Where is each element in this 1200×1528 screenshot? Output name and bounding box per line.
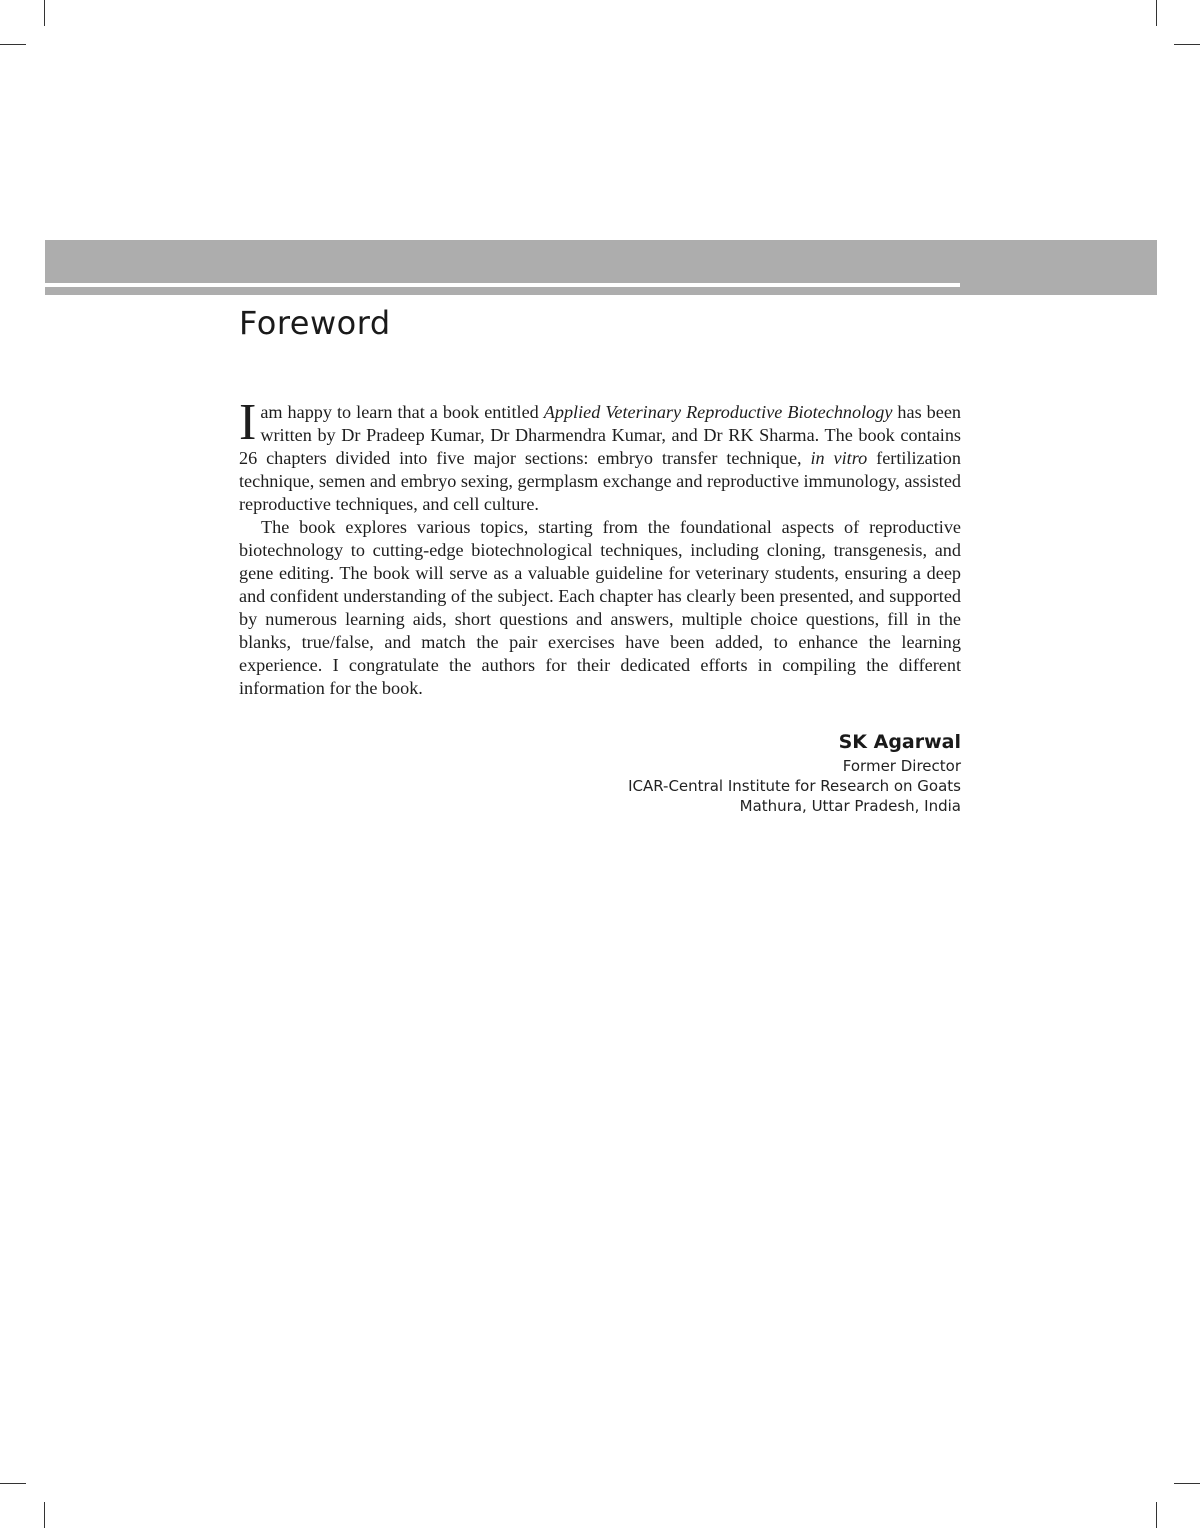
crop-mark-bottom-left-horizontal [0,1483,26,1484]
page-title: Foreword [239,304,391,342]
in-vitro-term: in vitro [810,448,868,468]
header-rule [45,283,960,287]
signature-block [500,728,961,816]
crop-mark-bottom-right-horizontal [1174,1483,1200,1484]
crop-mark-top-left-vertical [44,0,45,26]
crop-mark-bottom-left-vertical [44,1502,45,1528]
signatory-name: SK Agarwal [838,731,961,753]
crop-mark-top-right-horizontal [1174,44,1200,45]
crop-mark-top-right-vertical [1156,0,1157,26]
signatory-role: Former Director [842,757,961,775]
signatory-location: Mathura, Uttar Pradesh, India [739,797,961,815]
foreword-paragraph-2: The book explores various topics, starting from the foundational aspects of reproductive biotechnology to cutting-edge biotechnological techniques, including cloning, transgenesis, and gene editing. The book will serve as a valuable guideline for veterinary students, ensuring a deep and confident understanding of the subject. Each chapter has clearly been presented, and supported by numerous learning aids, short questions and answers, multiple choice questions, fill in the blanks, true/false, and match the pair exercises have been added, to enhance the learning experience. I congratulate the authors for their dedicated efforts in compiling the different information for the book. [239,517,961,698]
signatory-institute: ICAR-Central Institute for Research on Goats [628,777,961,795]
crop-mark-bottom-right-vertical [1156,1502,1157,1528]
crop-mark-top-left-horizontal [0,44,26,45]
paragraph-1-text-c: fertilization technique, semen and embryo sexing, germplasm exchange and reproductive immunology, assisted reproductive techniques, and cell culture. [239,448,961,514]
book-title: Applied Veterinary Reproductive Biotechnology [543,402,893,422]
paragraph-1-text-a: am happy to learn that a book entitled [260,402,544,422]
foreword-paragraph-1 [239,394,961,516]
paragraph-1-text-b: has been written by Dr Pradeep Kumar, Dr Dharmendra Kumar, and Dr RK Sharma. The book contains 26 chapters divided into five major sections: embryo transfer technique, [239,402,961,468]
foreword-body [239,394,961,700]
drop-cap: I [239,394,257,451]
